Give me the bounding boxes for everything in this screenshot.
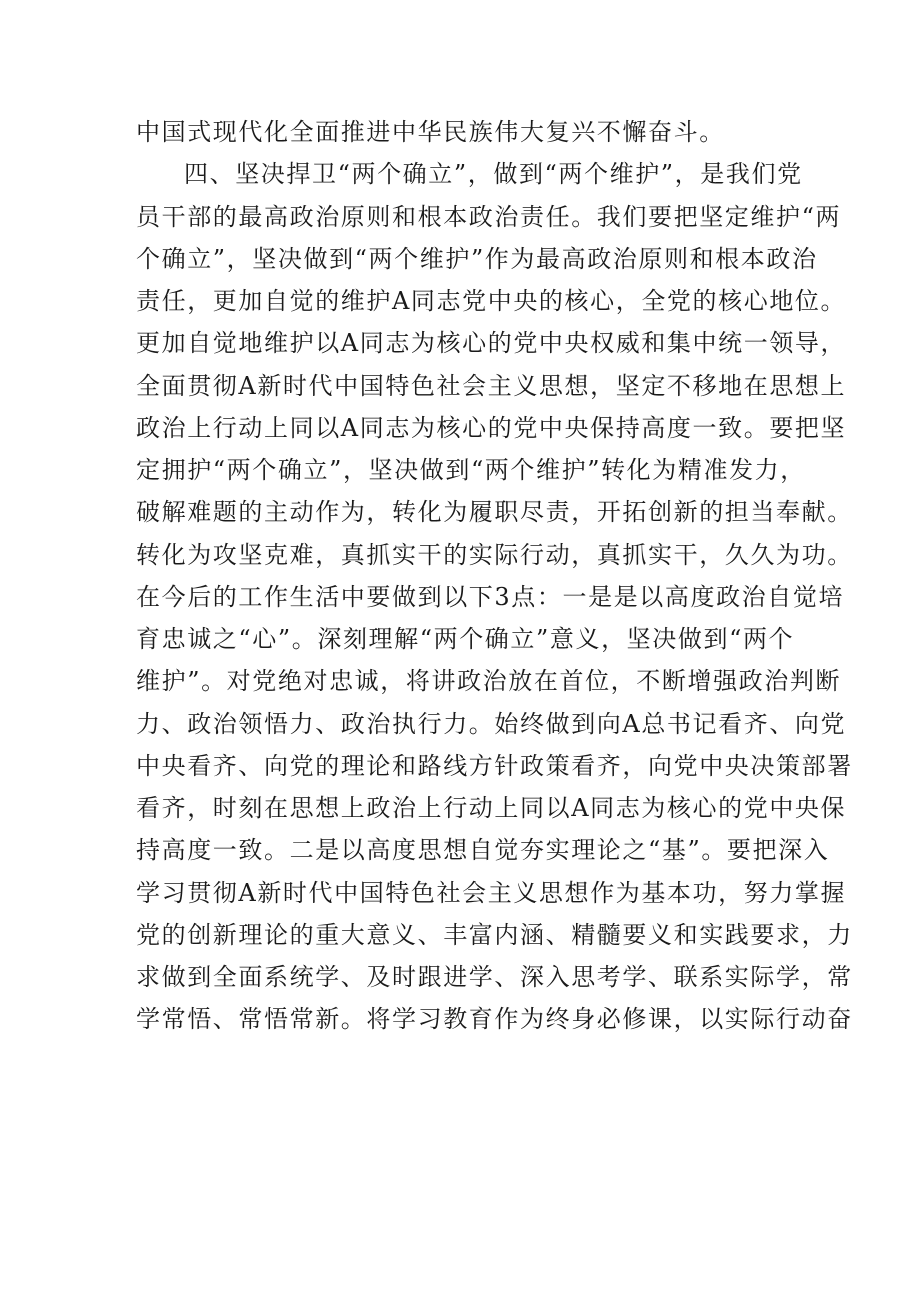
text-line-7: 全面贯彻A新时代中国特色社会主义思想，坚定不移地在思想上 xyxy=(136,371,847,400)
text-line-19: 学习贯彻A新时代中国特色社会主义思想作为基本功，努力掌握 xyxy=(136,878,847,907)
text-line-20: 党的创新理论的重大意义、丰富内涵、精髓要义和实践要求，力 xyxy=(136,920,853,949)
text-line-12: 在今后的工作生活中要做到以下3点：一是是以高度政治自觉培 xyxy=(136,582,845,611)
document-body xyxy=(136,111,853,1041)
text-line-16: 中央看齐、向党的理论和路线方针政策看齐，向党中央决策部署 xyxy=(136,751,853,780)
paragraph-start-line: 四、坚决捍卫“两个确立”，做到“两个维护”，是我们党 xyxy=(184,160,803,189)
text-line-9: 定拥护“两个确立”，坚决做到“两个维护”转化为精准发力， xyxy=(136,456,806,484)
text-line-3: 员干部的最高政治原则和根本政治责任。我们要把坚定维护“两 xyxy=(136,202,842,231)
text-line-5: 责任，更加自觉的维护A同志党中央的核心，全党的核心地位。 xyxy=(136,287,847,315)
text-line-6: 更加自觉地维护以A同志为核心的党中央权威和集中统一领导， xyxy=(136,329,847,358)
text-line-10: 破解难题的主动作为，转化为履职尽责，开拓创新的担当奉献。 xyxy=(136,498,853,527)
text-line-18: 持高度一致。二是以高度思想自觉夯实理论之“基”。要把深入 xyxy=(136,836,830,865)
text-line-22: 学常悟、常悟常新。将学习教育作为终身必修课，以实际行动奋 xyxy=(136,1005,853,1034)
text-line-15: 力、政治领悟力、政治执行力。始终做到向A总书记看齐、向党 xyxy=(136,709,847,738)
text-line-14: 维护”。对党绝对忠诚，将讲政治放在首位，不断增强政治判断 xyxy=(136,667,842,696)
text-line-13: 育忠诚之“心”。深刻理解“两个确立”意义，坚决做到“两个 xyxy=(136,625,795,653)
text-line-8: 政治上行动上同以A同志为核心的党中央保持高度一致。要把坚 xyxy=(136,413,847,442)
text-line-1: 中国式现代化全面推进中华民族伟大复兴不懈奋斗。 xyxy=(136,118,725,146)
text-line-21: 求做到全面系统学、及时跟进学、深入思考学、联系实际学，常 xyxy=(136,963,853,991)
text-line-4: 个确立”，坚决做到“两个维护”作为最高政治原则和根本政治 xyxy=(136,244,818,273)
text-line-17: 看齐，时刻在思想上政治上行动上同以A同志为核心的党中央保 xyxy=(136,794,847,822)
text-line-11: 转化为攻坚克难，真抓实干的实际行动，真抓实干，久久为功。 xyxy=(136,540,853,569)
